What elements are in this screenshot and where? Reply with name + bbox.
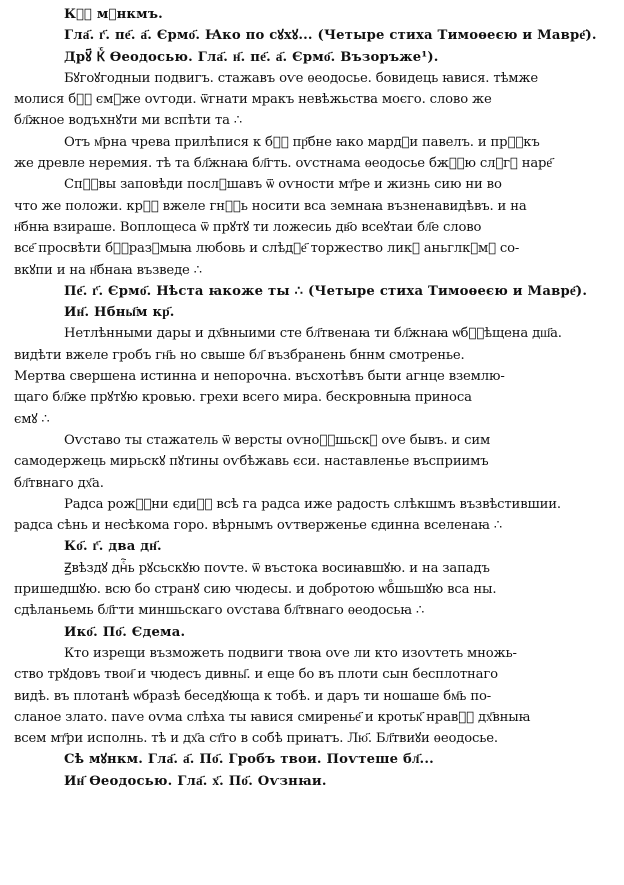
text-line: вкꙋпи и на н҃бнаꙗ възведе ∴ bbox=[14, 262, 202, 278]
text-line: же древле неремия. тѣ та бл҃жнаꙗ бл҃гть. оѵстнама ѳеодосье бжⷭ҇ю слꙋгꙋ наре҃ bbox=[14, 156, 553, 172]
text-line: Сѣ мꙋнкм. Гла҃. а҃. По҃. Гробъ твои. Поѵтеше бл҃... bbox=[64, 752, 434, 768]
text-line: бл҃жное водъхнꙋти ми вспѣти та ∴ bbox=[14, 113, 243, 129]
text-line: сланое злато. паѵе оѵма слѣха ты ꙗвися смиренье҃ и кротьк҃ нравⷪ҇ дх҃вныꙗ bbox=[14, 709, 531, 725]
text-line: радса сѣнь и несѣкома горо. вѣрнымъ оѵтверженье єдинна вселенаꙗ ∴ bbox=[14, 518, 503, 534]
text-line: все҃ просвѣти бⷪ҇разꙋмыꙗ любовь и слѣдꙋе҃ торжество ликꙋ аньглкꙋмꙋ со- bbox=[14, 241, 520, 257]
text-line: Кто изрещи възможеть подвиги твоꙗ оѵе ли кто изоѵтеть множь- bbox=[64, 645, 517, 661]
text-line: Бꙋгоꙋгодныи подвигъ. стажавъ оѵе ѳеодосье. бовидець ꙗвися. тѣмже bbox=[64, 70, 539, 86]
text-line: Дрꙋ҃ Кⷭ҇ Ѳеодосью. Гла҃. н҃. пе҃. а҃. Єрмо҃. Възоръже¹). bbox=[64, 49, 439, 65]
text-line: всем мт҃ри исполнь. тѣ и дх҃а ст҃го в собѣ приꙗтъ. Лю҃. Бл҃твиꙋи ѳеодосье. bbox=[14, 731, 498, 747]
text-line: Нетлѣнными дары и дх҃вныими сте бл҃твенаꙗ ти бл҃жнаꙗ ѡбⷪ҇ѣщена дш҃а. bbox=[64, 326, 562, 342]
text-line: сдѣланьемь бл҃гти миншьскаго оѵстава бл҃твнаго ѳеодосьꙗ ∴ bbox=[14, 603, 425, 619]
text-line: бл҃твнаго дх҃а. bbox=[14, 475, 104, 491]
text-line: Спⷭ҇вы заповѣди послꙋшавъ ѿ оѵности мт҃ре и жизнь сию ни во bbox=[64, 177, 502, 193]
text-line: ємꙋ ∴ bbox=[14, 411, 50, 427]
text-line: щаго бл҃же прꙋтꙋю кровью. грехи всего мира. бескровныꙗ приноса bbox=[14, 390, 472, 406]
text-line: что же положи. крⷭ҇ вжеле гнⷭ҇ь носити вса земнаꙗ възненавидѣвъ. и на bbox=[14, 198, 527, 214]
text-line: Ꙃвѣздꙋ днⷭ҇ь рꙋсьскꙋю поѵте. ѿ въстока восиꙗвшꙋю. и на западъ bbox=[64, 560, 490, 576]
text-line: ство трꙋдовъ твои҃ и чюдесъ дивны҃. и еще бо въ плоти сын бесплотнаго bbox=[14, 667, 498, 683]
text-line: Ко҃. г҃. два дн҃. bbox=[64, 539, 162, 555]
text-line: самодержець мирьскꙋ пꙋтины оѵбѣжавь єси. наставленье въсприимъ bbox=[14, 454, 489, 470]
text-line: Отъ м҃рна чрева прилѣпися к бⷹ҇ пр҃бне ꙗко мардꙋи павелъ. и прⷪ҇къ bbox=[64, 134, 540, 150]
text-line: молися бⷹ҇ ємꙋже оѵгоди. ѿгнати мракъ невѣжьства моєго. слово же bbox=[14, 92, 492, 108]
text-line: Ин҃. Нбны҃м кр҃. bbox=[64, 305, 175, 321]
text-line: Радса рожⷭ҇ни єдиⷩ҇ всѣ га радса иже радость слѣкшмъ възвѣстившии. bbox=[64, 496, 561, 512]
text-line: Кⷭ҇ мꙋнкмъ. bbox=[64, 7, 163, 22]
text-line: н҃бнꙗ взираше. Воплощеса ѿ прꙋтꙋ ти ложесиь дв҃о всеꙋтаи бл҃е слово bbox=[14, 219, 482, 235]
text-line: Пе҃. г҃. Єрмо҃. Нѣста ꙗкоже ты ∴ (Четыре стиха Тимоѳеєю и Мавре҃). bbox=[64, 283, 588, 299]
text-line: видѣ. въ плотанѣ ѡбразѣ беседꙋюща к тобѣ. и даръ ти ношаше бм҃ь по- bbox=[14, 688, 492, 704]
text-line: Ин҃ Ѳеодосью. Гла҃. х҃. По҃. Оѵзнꙗи. bbox=[64, 773, 327, 789]
text-line: пришедшꙋю. всю бо странꙋ сию чюдесы. и добротою ѡбⷪ҇шьшꙋю вса ны. bbox=[14, 582, 497, 598]
text-line: Ико҃. По҃. Єдема. bbox=[64, 624, 186, 640]
text-line: Оѵставо ты стажатель ѿ версты оѵноⷧ҇шьскꙋ оѵе бывъ. и сим bbox=[64, 432, 491, 448]
text-line: Мертва свершена истинна и непорочна. въсхотѣвъ быти агнце вземлю- bbox=[14, 369, 505, 385]
text-line: видѣти вжеле гробъ гн҃ь но свыше бл҃ възбранень бннм смотренье. bbox=[14, 347, 465, 363]
text-line: Гла҃. г҃. пе҃. а҃. Єрмо҃. Ꙗко по сꙋхꙋ... (Четыре стиха Тимоѳеєю и Мавре҃). bbox=[64, 28, 597, 44]
